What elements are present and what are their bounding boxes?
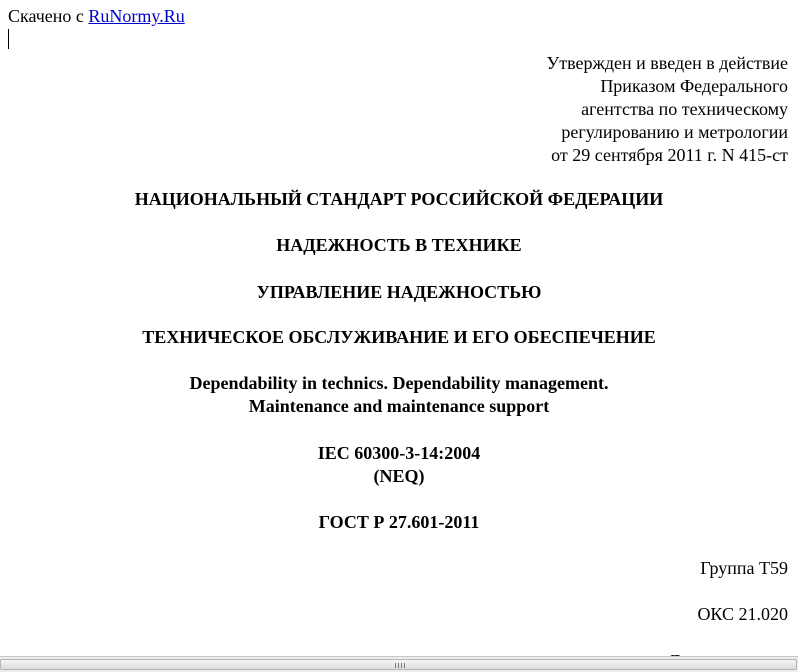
heading-reliability: НАДЕЖНОСТЬ В ТЕХНИКЕ — [276, 235, 522, 255]
iec-code: IEC 60300-3-14:2004 — [317, 443, 481, 463]
horizontal-scrollbar[interactable] — [0, 656, 798, 672]
approval-line: агентства по техническому — [581, 99, 788, 119]
scrollbar-thumb[interactable] — [0, 659, 797, 670]
heading-management: УПРАВЛЕНИЕ НАДЕЖНОСТЬЮ — [256, 282, 542, 302]
approval-line: Утвержден и введен в действие — [546, 53, 788, 73]
english-title-line-1: Dependability in technics. Dependability management. — [189, 373, 609, 393]
english-title-line-2: Maintenance and maintenance support — [248, 396, 550, 416]
source-prefix: Скачено с — [8, 6, 84, 26]
text-cursor — [8, 29, 9, 49]
gost-code: ГОСТ Р 27.601-2011 — [318, 512, 480, 532]
approval-line: от 29 сентября 2011 г. N 415-ст — [551, 145, 788, 165]
approval-line: Приказом Федерального — [600, 76, 788, 96]
neq-label: (NEQ) — [373, 466, 425, 486]
source-note — [8, 6, 185, 26]
approval-line: регулированию и метрологии — [561, 122, 788, 142]
heading-maintenance: ТЕХНИЧЕСКОЕ ОБСЛУЖИВАНИЕ И ЕГО ОБЕСПЕЧЕНИЕ — [142, 327, 656, 347]
grip-icon — [395, 663, 406, 668]
group-label: Группа Т59 — [700, 558, 788, 578]
oks-label: ОКС 21.020 — [697, 604, 788, 624]
approval-block — [546, 52, 788, 167]
source-link[interactable]: RuNormy.Ru — [88, 6, 185, 26]
heading-national-standard: НАЦИОНАЛЬНЫЙ СТАНДАРТ РОССИЙСКОЙ ФЕДЕРАЦИИ — [134, 189, 664, 209]
